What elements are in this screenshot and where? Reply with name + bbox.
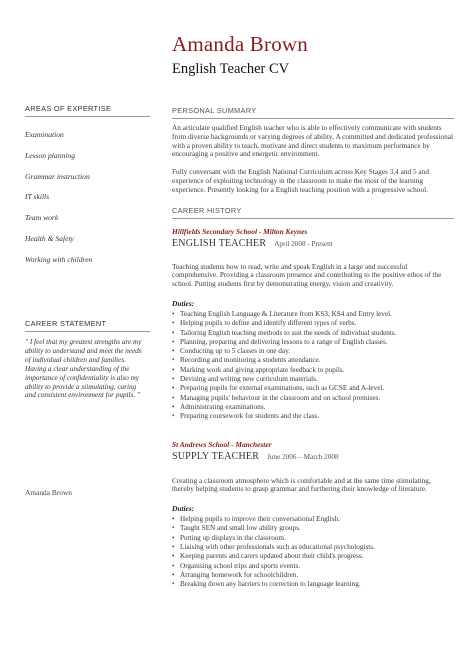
bullet-icon: • bbox=[172, 543, 175, 552]
bullet-icon: • bbox=[172, 524, 175, 533]
bullet-icon: • bbox=[172, 337, 175, 346]
skills-list bbox=[25, 125, 150, 271]
duty-item: • Planning, preparing and delivering lessons to a range of English classes. bbox=[172, 337, 388, 346]
duty-item: • Arranging homework for schoolchildren. bbox=[172, 570, 299, 579]
expertise-section bbox=[25, 104, 150, 271]
bullet-icon: • bbox=[172, 561, 175, 570]
skill-item: Lesson planning bbox=[25, 150, 75, 160]
duty-item: • Teaching English Language & Literature from KS3, KS4 and Entry level. bbox=[172, 309, 392, 318]
bullet-icon: • bbox=[172, 412, 175, 421]
career-history-heading: CAREER HISTORY bbox=[172, 206, 454, 219]
bullet-icon: • bbox=[172, 402, 175, 411]
duty-item: • Putting up displays in the classroom. bbox=[172, 533, 286, 542]
bullet-icon: • bbox=[172, 309, 175, 318]
duty-item: • Helping pupils to define and identify different types of verbs. bbox=[172, 319, 357, 328]
job-dates: June 2006 – March 2008 bbox=[267, 452, 339, 461]
personal-summary-heading: PERSONAL SUMMARY bbox=[172, 106, 454, 119]
bullet-icon: • bbox=[172, 356, 175, 365]
cv-title: English Teacher CV bbox=[172, 61, 290, 77]
role-line bbox=[172, 449, 454, 463]
skill-item: Grammar instruction bbox=[25, 171, 90, 181]
duties-label: Duties: bbox=[172, 504, 195, 514]
job-description: Creating a classroom atmosphere which is comfortable and at the same time stimulating, thereby helping students to grasp grammar and furthering their knowledge of literature. bbox=[172, 475, 431, 494]
summary-paragraph: Fully conversant with the English National Curriculum across Key Stages 3,4 and 5 and experience of exploiting technology in the classroom to make the most of the learning experience. Presently looking for a English teaching position with a progressive school. bbox=[172, 167, 429, 194]
bullet-icon: • bbox=[172, 365, 175, 374]
skill-item: Team work bbox=[25, 213, 59, 223]
bullet-icon: • bbox=[172, 375, 175, 384]
job-entry bbox=[172, 227, 454, 422]
bullet-icon: • bbox=[172, 319, 175, 328]
skill-item: Examination bbox=[25, 130, 64, 139]
bullet-icon: • bbox=[172, 570, 175, 579]
role-line bbox=[172, 236, 454, 250]
duty-item: • Liaising with other professionals such as educational psychologists. bbox=[172, 543, 375, 552]
bullet-icon: • bbox=[172, 393, 175, 402]
career-statement-text: " I feel that my greatest strengths are my ability to understand and meet the needs of individual children and families. Having a clear understanding of the importance of confidentiality is also my ability to provide a stimulating, caring and consistent environment for pupils. " bbox=[25, 338, 142, 400]
duty-item: • Breaking down any barriers to correction to language learning. bbox=[172, 580, 361, 589]
skill-item: Working with children bbox=[25, 254, 93, 264]
duty-item: • Preparing pupils for external examinations, such as GCSE and A-level. bbox=[172, 384, 385, 393]
duty-item: • Recording and monitoring a students attendance. bbox=[172, 356, 321, 365]
skill-item: IT skills bbox=[25, 192, 50, 202]
job-entry bbox=[172, 440, 454, 590]
bullet-icon: • bbox=[172, 515, 175, 524]
bullet-icon: • bbox=[172, 347, 175, 356]
duty-item: • Tailoring English teaching methods to suit the needs of individual students. bbox=[172, 328, 397, 337]
career-statement-section bbox=[25, 319, 150, 332]
job-role: SUPPLY TEACHER bbox=[172, 450, 260, 462]
job-dates: April 2008 - Present bbox=[274, 239, 333, 248]
summary-paragraph: An articulate qualified English teacher who is able to effectively communicate with students from diverse backgrounds or varying degrees of ability. A committed and dedicated professional with a proven ability to teach, motivate and direct students to maximum performance by encouraging a positive and energetic environment. bbox=[172, 123, 453, 159]
skill-item: Health & Safety bbox=[25, 233, 74, 243]
bullet-icon: • bbox=[172, 533, 175, 542]
duty-item: • Marking work and giving appropriate feedback to pupils. bbox=[172, 365, 345, 374]
duty-item: • Administrating examinations. bbox=[172, 402, 266, 411]
bullet-icon: • bbox=[172, 552, 175, 561]
duty-item: • Taught SEN and small low ability groups. bbox=[172, 524, 301, 533]
bullet-icon: • bbox=[172, 580, 175, 589]
bullet-icon: • bbox=[172, 328, 175, 337]
duties-list bbox=[172, 310, 454, 422]
main-column bbox=[172, 106, 454, 590]
job-description: Teaching students how to read, write and speak English in a large and successful comprehensive. Providing a classroom presence and contributing to the positive ethos of the school. Putting students first by demonstrating energy, vision and creativity. bbox=[172, 261, 442, 289]
duty-item: • Devising and writing new curriculum materials. bbox=[172, 375, 318, 384]
candidate-name: Amanda Brown bbox=[172, 32, 308, 56]
duty-item: • Preparing coursework for students and the class. bbox=[172, 412, 320, 421]
career-statement-heading: CAREER STATEMENT bbox=[25, 319, 150, 332]
signature-name: Amanda Brown bbox=[25, 488, 73, 497]
duties-label: Duties: bbox=[172, 298, 195, 308]
duty-item: • Managing pupils' behaviour in the classroom and on school premises. bbox=[172, 393, 381, 402]
employer-name: St Andrews School - Manchester bbox=[172, 439, 272, 449]
duty-item: • Helping pupils to improve their conversational English. bbox=[172, 515, 340, 524]
duty-item: • Organising school trips and sports events. bbox=[172, 561, 301, 570]
duty-item: • Conducting up to 5 classes in one day. bbox=[172, 347, 291, 356]
bullet-icon: • bbox=[172, 384, 175, 393]
expertise-heading: AREAS OF EXPERTISE bbox=[25, 104, 150, 117]
job-role: ENGLISH TEACHER bbox=[172, 237, 267, 249]
employer-name: Hillfields Secondary School - Milton Keynes bbox=[172, 226, 308, 236]
duty-item: • Keeping parents and carers updated about their child's progress. bbox=[172, 552, 364, 561]
duties-list bbox=[172, 515, 454, 589]
